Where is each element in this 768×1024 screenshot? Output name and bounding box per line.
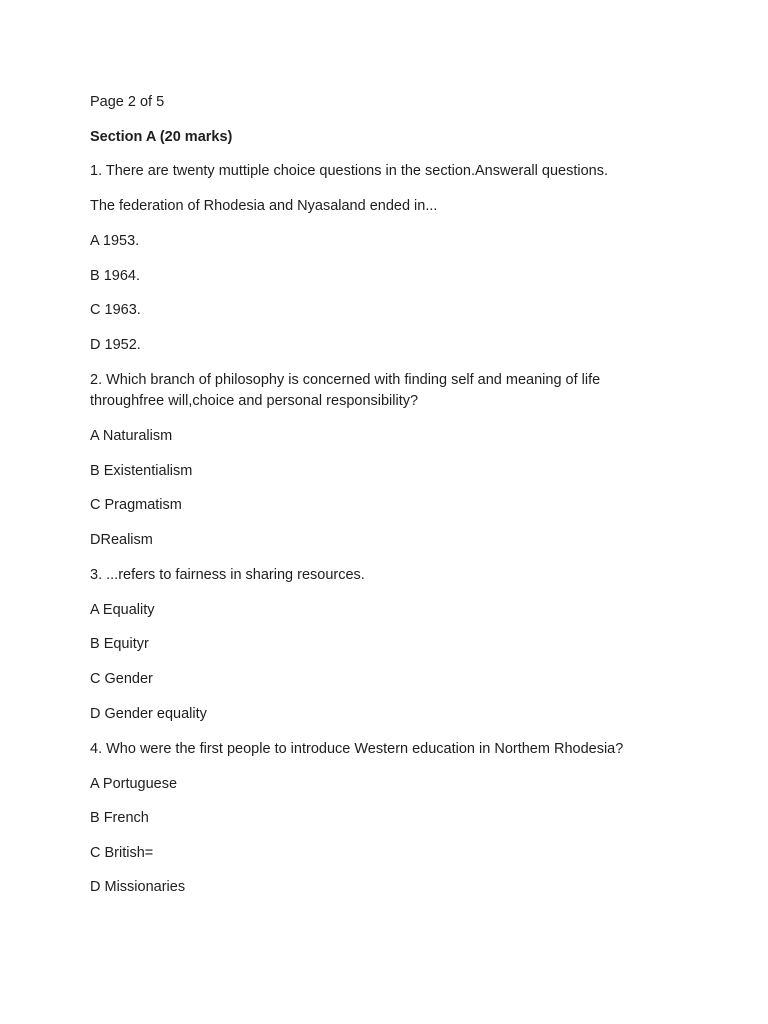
question-3-option-c: C Gender	[90, 671, 153, 687]
question-3-option-b: B Equityr	[90, 636, 149, 652]
question-3-text: 3. ...refers to fairness in sharing resources.	[90, 567, 365, 583]
question-2-option-c: C Pragmatism	[90, 497, 182, 513]
question-3-option-a: A Equality	[90, 602, 155, 618]
question-4-option-c: C British=	[90, 845, 154, 861]
question-2-text-line-1: 2. Which branch of philosophy is concerned with finding self and meaning of life	[90, 372, 601, 388]
question-1-option-a: A 1953.	[90, 233, 140, 249]
question-2-option-b: B Existentialism	[90, 463, 193, 479]
question-1-option-c: C 1963.	[90, 302, 141, 318]
question-2-option-a: A Naturalism	[90, 428, 173, 444]
question-3-option-d: D Gender equality	[90, 706, 207, 722]
question-1-option-d: D 1952.	[90, 337, 141, 353]
question-4-option-a: A Portuguese	[90, 776, 178, 792]
question-1-option-b: B 1964.	[90, 268, 140, 284]
question-4-option-d: D Missionaries	[90, 879, 186, 895]
question-2-option-d: DRealism	[90, 532, 153, 548]
question-4-text: 4. Who were the first people to introduce Western education in Northem Rhodesia?	[90, 741, 624, 757]
page-number: Page 2 of 5	[90, 94, 165, 110]
question-2-text-line-2: throughfree will,choice and personal responsibility?	[90, 393, 419, 409]
section-title: Section A (20 marks)	[90, 129, 233, 145]
question-4-option-b: B French	[90, 810, 149, 826]
instructions: 1. There are twenty muttiple choice questions in the section.Answerall questions.	[90, 163, 608, 179]
question-1-text: The federation of Rhodesia and Nyasaland ended in...	[90, 198, 438, 214]
